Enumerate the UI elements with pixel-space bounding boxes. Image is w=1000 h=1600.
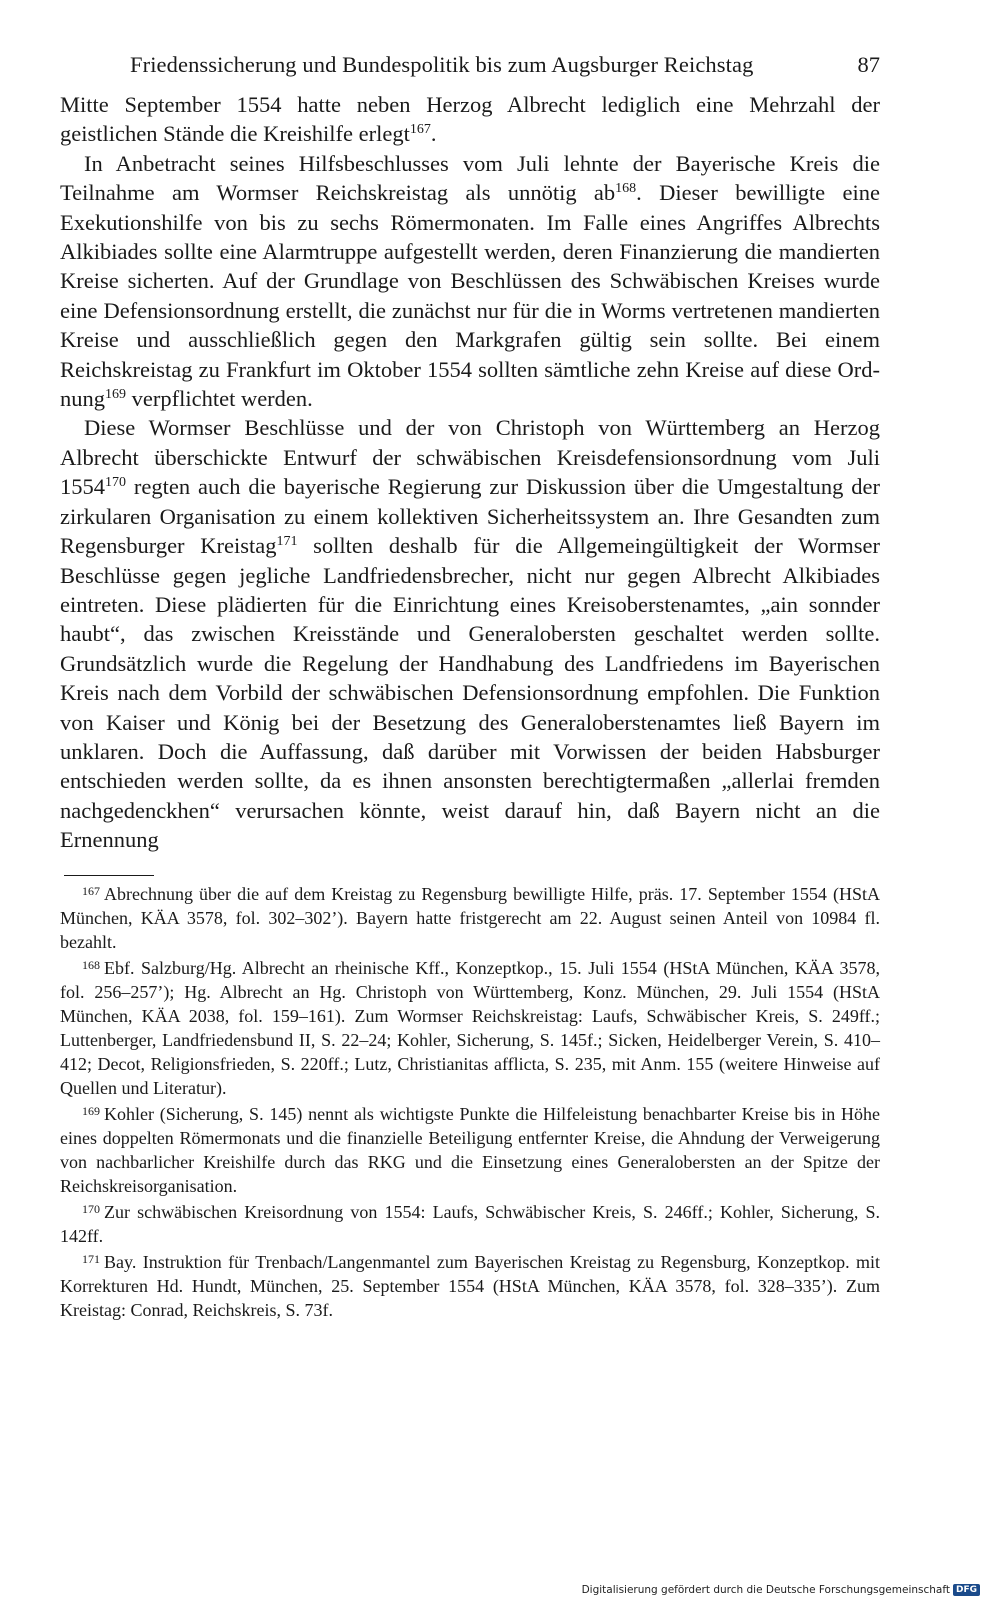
body-text — [60, 90, 880, 855]
paragraph-text: In Anbetracht seines Hilfsbeschlusses vom Juli lehnte der Bayerische Kreis die Teilnahme am Wormser Reichskreistag als unnötig ab — [60, 150, 880, 206]
footnote — [60, 1250, 880, 1322]
footnote — [60, 1200, 880, 1248]
document-page — [60, 50, 880, 1324]
paragraph-text: sollten deshalb für die Allgemeingültigkeit der Wormser Beschlüsse gegen jegliche Landfriedensbrecher, nicht nur gegen Albrecht Alkibiades eintreten. Diese plädierten für die Einrichtung eines Kreisoberstenamtes, „ain sonnder haubt“, das zwischen Kreisstände und Generalobersten geschaltet werden sollte. Grundsätzlich wurde die Regelung der Handhabung des Landfriedens im Bayerischen Kreis nach dem Vorbild der schwäbischen Defensionsordnung empfohlen. Die Funktion von Kaiser und König bei der Besetzung des Generaloberstenamtes ließ Bayern im unklaren. Doch die Auffassung, daß darüber mit Vorwissen der beiden Habsburger entschieden werden sollte, da es ihnen ansonsten berechtigtermaßen „allerlai fremden nachgedenckhen“ verursachen könnte, weist darauf hin, daß Bayern nicht an die Ernennung — [60, 533, 880, 853]
footnote-text: Ebf. Salzburg/Hg. Albrecht an rheinische Kff., Konzeptkop., 15. Juli 1554 (HStA München, KÄA 3578, fol. 256–257’); Hg. Albrecht an Hg. Christoph von Württemberg, Konz. München, 29. Juli 1554 (HStA München, KÄA 2038, fol. 159–161). Zum Wormser Reichskreistag: Laufs, Schwäbischer Kreis, S. 249ff.; Luttenberger, Landfriedensbund II, S. 22–24; Kohler, Sicherung, S. 145f.; Sicken, Heidelberger Verein, S. 410–412; Decot, Religionsfrieden, S. 220ff.; Lutz, Christianitas afflicta, S. 235, mit Anm. 155 (weitere Hinweise auf Quellen und Literatur). — [60, 957, 880, 1098]
paragraph-text: regten auch die bayerische Regierung zur Diskussion über die Umgestaltung der zirkularen Organisation zu einem kollektiven Sicherheitssystem an. Ihre Gesandten zum Regensburger Kreistag — [60, 474, 880, 559]
paragraph-2 — [60, 149, 880, 414]
running-title: Friedenssicherung und Bundespolitik bis zum Augsburger Reichstag — [130, 52, 754, 77]
footnote-ref[interactable]: 169 — [105, 387, 126, 403]
footnote-number: 167 — [82, 883, 100, 898]
footnote-text: Abrechnung über die auf dem Kreistag zu Regensburg bewilligte Hilfe, präs. 17. September 1554 (HStA München, KÄA 3578, fol. 302–302’). Bayern hatte fristgerecht am 22. August seinen Anteil von 10984 fl. bezahlt. — [60, 883, 880, 952]
paragraph-text: Mitte September 1554 hatte neben Herzog Albrecht lediglich eine Mehrzahl der geistlichen Stände die Kreishilfe erlegt — [60, 92, 880, 147]
footnote-ref[interactable]: 167 — [409, 122, 431, 138]
footnote-text: Zur schwäbischen Kreisordnung von 1554: Laufs, Schwäbischer Kreis, S. 246ff.; Kohler, Sicherung, S. 142ff. — [60, 1201, 880, 1246]
page-header — [60, 50, 880, 90]
footnote — [60, 882, 880, 954]
paragraph-text: . Dieser bewilligte eine Exekutionshilfe von bis zu sechs Römermonaten. Im Falle eines Angriffes Albrechts Alkibiades sollte eine Alarmtruppe aufgestellt werden, deren Finanzierung die mandierten Kreise sicherten. Auf der Grundlage von Beschlüssen des Schwäbischen Kreises wurde eine Defensionsordnung erstellt, die zunächst nur für die in Worms vertretenen mandierten Kreise und ausschließlich gegen den Markgrafen gültig sein sollte. Bei einem Reichskreistag zu Frankfurt im Oktober 1554 sollten sämtliche zehn Kreise auf diese Ordnung — [60, 180, 880, 412]
footnote — [60, 956, 880, 1100]
dfg-logo: DFG — [953, 1584, 980, 1596]
footnote — [60, 1102, 880, 1198]
footnote-ref[interactable]: 170 — [105, 475, 126, 491]
footnote-number: 170 — [82, 1201, 100, 1216]
paragraph-3 — [60, 413, 880, 854]
footnote-ref[interactable]: 171 — [276, 534, 298, 550]
footnote-number: 168 — [82, 957, 100, 972]
paragraph-text: verpflichtet werden. — [126, 386, 313, 412]
page-number: 87 — [857, 52, 880, 77]
footnote-ref[interactable]: 168 — [615, 181, 637, 197]
footnotes — [60, 882, 880, 1322]
digitization-credit — [582, 1584, 980, 1596]
footnote-number: 169 — [82, 1103, 100, 1118]
footnote-text: Kohler (Sicherung, S. 145) nennt als wichtigste Punkte die Hilfeleistung benachbarter Kreise bis in Höhe eines doppelten Römermonats und die finanzielle Beteiligung entfernter Kreise, die Ahndung der Verweigerung von nachbarlicher Kreishilfe durch das RKG und die Einsetzung eines Generalobersten an der Spitze der Reichskreisorganisation. — [60, 1103, 880, 1196]
footnote-text: Bay. Instruktion für Trenbach/Langenmantel zum Bayerischen Kreistag zu Regensburg, Konzeptkop. mit Korrekturen Hd. Hundt, München, 25. September 1554 (HStA München, KÄA 3578, fol. 328–335’). Zum Kreistag: Conrad, Reichskreis, S. 73f. — [60, 1251, 880, 1320]
paragraph-1 — [60, 90, 880, 149]
paragraph-text: Diese Wormser Beschlüsse und der von Christoph von Württemberg an Herzog Albrecht überschickte Entwurf der schwäbischen Kreisdefensionsordnung vom Juli 1554 — [60, 415, 880, 500]
paragraph-text: . — [430, 121, 437, 147]
credit-text: Digitalisierung gefördert durch die Deutsche Forschungsgemeinschaft — [581, 1584, 950, 1596]
footnote-divider — [64, 875, 154, 876]
footnote-number: 171 — [82, 1251, 100, 1266]
